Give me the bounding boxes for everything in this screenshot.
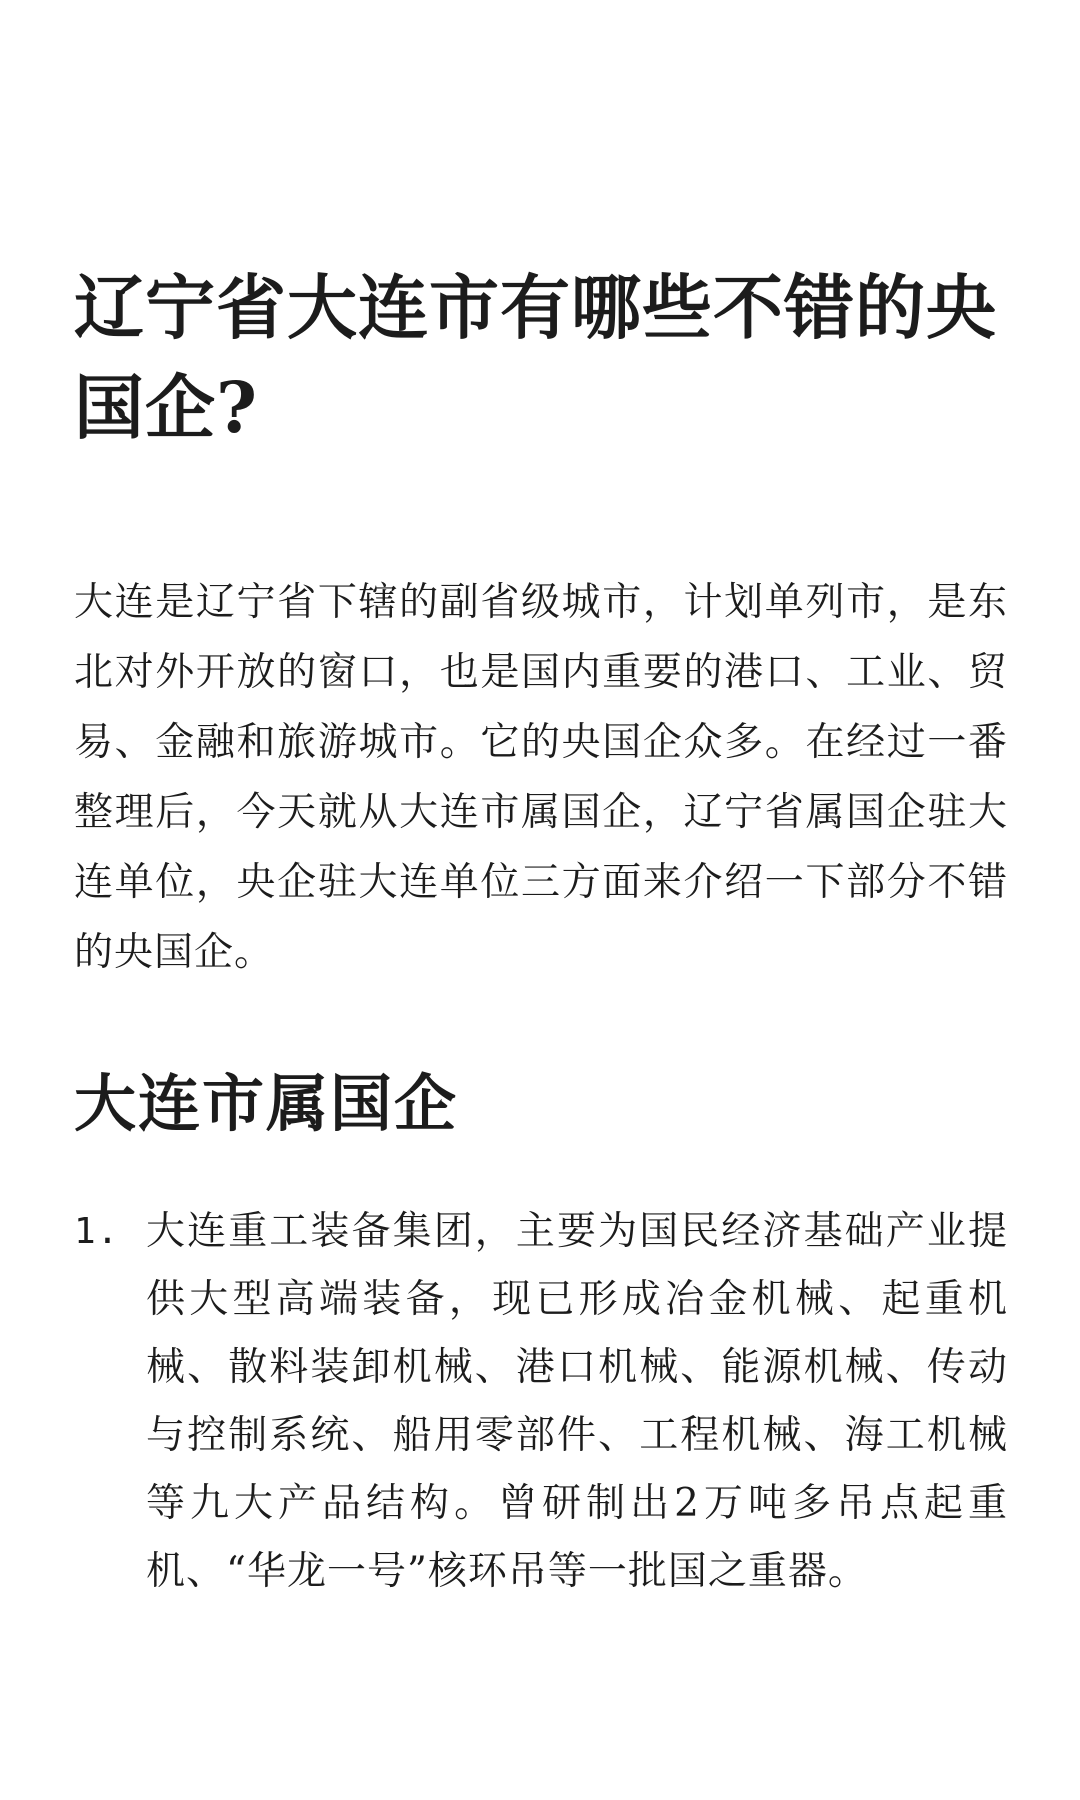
article-title: 辽宁省大连市有哪些不错的央国企?	[74, 266, 997, 449]
list-item-number: 1.	[74, 1211, 120, 1252]
intro-paragraph: 大连是辽宁省下辖的副省级城市，计划单列市，是东北对外开放的窗口，也是国内重要的港口、工业、贸易、金融和旅游城市。它的央国企众多。在经过一番整理后，今天就从大连市属国企，辽宁省属国企驻大连单位，央企驻大连单位三方面来介绍一下部分不错的央国企。	[74, 580, 1008, 975]
company-list	[74, 1198, 1008, 1606]
list-item	[74, 1198, 1008, 1606]
list-item-text: 大连重工装备集团，主要为国民经济基础产业提供大型高端装备，现已形成冶金机械、起重机械、散料装卸机械、港口机械、能源机械、传动与控制系统、船用零部件、工程机械、海工机械等九大产品结构。曾研制出2万吨多吊点起重机、“华龙一号”核环吊等一批国之重器。	[146, 1209, 1008, 1594]
section-heading: 大连市属国企	[74, 1067, 459, 1140]
